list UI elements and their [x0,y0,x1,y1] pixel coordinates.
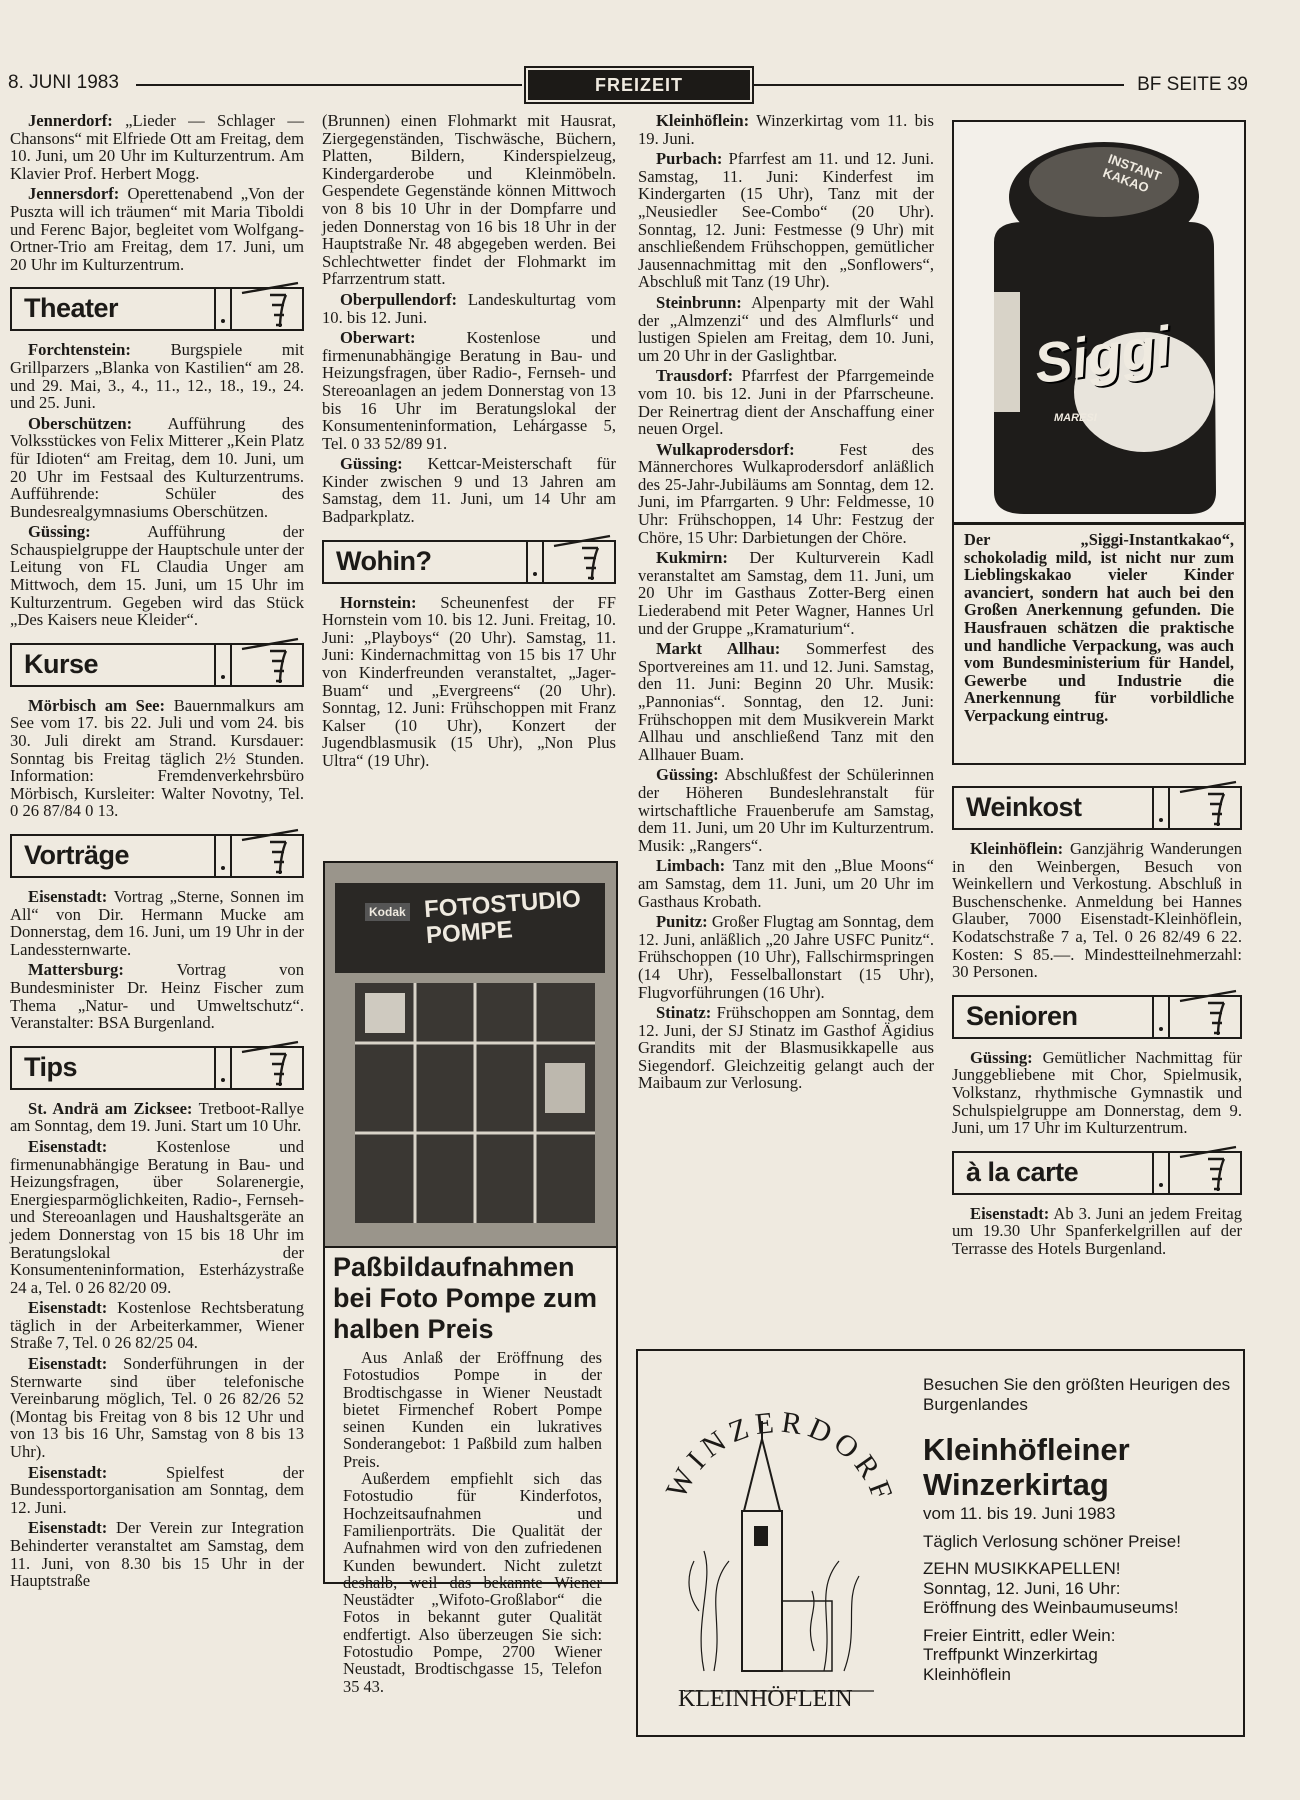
event-text: Sommerfest des Sportvereines am 11. und 12. Juni. Samstag, den 11. Juni: Beginn 20 Uhr. Musik: „Pannonias“. Sonntag, den 12. Juni: Frühschoppen mit dem Musikverein Markt Allhau und anschließend Tanz mit den Allhauer Buam. [638,639,934,764]
event-place: Güssing: [340,454,403,474]
fotostudio-photo [323,861,618,1248]
event-entry [638,294,934,364]
section-heading-box [952,995,1242,1039]
event-text: Gemütlicher Nachmittag für Junggebliebene mit Chor, Spielmusik, Volkstanz, rhythmische Gymnastik und Schulspielgruppe am Donnerstag, dem 9. Juni, um 17 Uhr im Kulturzentrum. [952,1047,1242,1138]
event-text: Abschlußfest der Schülerinnen der Höheren Bundeslehranstalt für wirtschaftliche Frauenberufe am Samstag, dem 11. Juni, um 20 Uhr im Kulturzentrum. Musik: „Rangers“. [638,765,934,855]
event-text: Vortrag „Sterne, Sonnen im All“ von Dir. Hermann Mucke am Donnerstag, dem 16. Juni, um 19 Uhr in der Landessternwarte. [10,887,304,959]
event-place: Eisenstadt: [28,1518,108,1538]
event-text: Ab 3. Juni an jedem Freitag um 19.30 Uhr Spanferkelgrillen auf der Terrasse des Hotels Burgenland. [952,1203,1242,1258]
ad-line: ZEHN MUSIKKAPELLEN! [923,1559,1121,1578]
event-entry [10,415,304,521]
section-heading: Theater [24,293,119,324]
event-place: Oberpullendorf: [340,289,458,309]
ad-line: Freier Eintritt, edler Wein: [923,1625,1116,1645]
event-text: (Brunnen) einen Flohmarkt mit Hausrat, Ziergegenständen, Tischwäsche, Büchern, Platten, Bildern, Kinderspielzeug, Kindergarderobe und Kleinmöbeln. Gespendete Gegenstände können Mittwoch von 8 bis 10 Uhr in der Dompfarre und jeden Donnerstag von 16 bis 18 Uhr in der Hauptstraße Nr. 48 abgegeben werden. Bei Schlechtwetter findet der Flohmarkt im Pfarrzentrum statt. [322,111,616,289]
column-3 [638,112,934,1095]
ad-line: Eröffnung des Weinbaumuseums! [923,1598,1179,1617]
event-text: Ganzjährig Wanderungen in den Weinbergen, Besuch von Weinkellern und Verkostung. Abschluß in Buschenschenke. Anmeldung bei Hannes Glauber, 7000 Eisenstadt-Kleinhöflein, Kodatschstraße 7 a, Tel. 0 26 82/49 6 22. Kosten: S 85.—. Mindestteilnehmerzahl: 30 Personen. [952,839,1242,982]
event-text: Aufführung der Schauspielgruppe der Hauptschule unter der Leitung von FL Claudia Unger am Mittwoch, dem 15. Juni, um 15 Uhr im Kulturzentrum. Gegeben wird das Stück „Des Kaisers neue Kleider“. [10,522,304,630]
event-place: Oberschützen: [28,413,133,433]
siggi-product-image [954,122,1244,525]
pompe-ad [323,1246,618,1696]
event-entry [10,112,304,182]
event-place: Eisenstadt: [28,1136,108,1156]
event-text: Tanz mit den „Blue Moons“ am Samstag, dem 11. Juni, um 20 Uhr im Gasthaus Krobath. [638,856,934,911]
event-entry [638,766,934,854]
event-text: Bauernmalkurs am See vom 17. bis 22. Juli und vom 24. bis 30. Juli direkt am Strand. Kursdauer: Sonntag bis Freitag täglich 2½ Stunden. Information: Fremdenverkehrsbüro Mörbisch, Kursleiter: Walter Novotny, Tel. 0 26 87/84 0 13. [10,695,304,821]
pointing-hand-icon [1170,788,1240,828]
column-2 [322,112,616,773]
maresi-label: MARESI [1054,412,1097,424]
event-entry [10,697,304,820]
event-text: Kettcar-Meisterschaft für Kinder zwischen 9 und 13 Jahren am Samstag, dem 11. Juni, um 14 Uhr am Badparkplatz. [322,454,616,527]
issue-date: 8. JUNI 1983 [8,72,119,93]
event-text: Sonderführungen in der Sternwarte sind über telefonische Vereinbarung möglich, Tel. 0 26 82/26 52 (Montag bis Freitag von 8 bis 12 Uhr und von 13 bis 16 Uhr, Samstag von 8 bis 13 Uhr). [10,1354,304,1462]
event-place: St. Andrä am Zicksee: [28,1098,193,1118]
section-heading-box [10,287,304,331]
event-entry [10,523,304,629]
event-entry [952,1049,1242,1137]
header-rule [136,84,522,86]
event-entry [322,112,616,288]
section-heading-box [10,834,304,878]
event-text: Kostenlose und firmenunabhängige Beratung in Bau- und Heizungsfragen, über Radio-, Fernseh- und Stereoanlagen an jedem Donnerstag von 13 bis 16 Uhr im Beratungslokal der Konsumenteninformation, Lehárgasse 5, Tel. 0 33 52/89 91. [322,328,616,453]
event-text: Der Kulturverein Kadl veranstaltet am Samstag, dem 11. Juni, um 20 Uhr im Gasthaus Zotter-Berg einen Liederabend mit Peter Wagner, Hannes Url und der Gruppe „Kramaturium“. [638,548,934,638]
ad-line: Kleinhöflein [923,1664,1011,1684]
section-heading: Kurse [24,648,99,679]
event-text: Winzerkirtag vom 11. bis 19. Juni. [638,111,934,148]
divider-dot [214,836,232,876]
pompe-ad-title: Paßbildaufnahmen bei Foto Pompe zum halben Preis [333,1252,598,1344]
event-entry [638,112,934,147]
pointing-hand-icon [544,542,614,582]
event-text: Großer Flugtag am Sonntag, dem 12. Juni, anläßlich „20 Jahre USFC Punitz“. Frühschoppen (10 Uhr), Fallschirmspringen (14 Uhr), Fesselballonstart (15 Uhr), Flugvorführungen (16 Uhr). [638,912,934,1002]
event-place: Eisenstadt: [970,1203,1050,1223]
event-text: Burgspiele mit Grillparzers „Blanka von Kastilien“ am 28. und 29. Mai, 3., 4., 11., 12., 18., 19., 24. und 25. Juni. [10,340,304,413]
event-text: Alpenparty mit der Wahl der „Almzenzi“ und des Almflurls“ und lustigen Spielen am Freitag, dem 10. Juni, um 20 Uhr in der Gaslightbar. [638,292,935,365]
event-place: Eisenstadt: [28,1462,108,1482]
pompe-ad-paragraph: Aus Anlaß der Eröffnung des Fotostudios Pompe in der Brodtischgasse in Wiener Neustadt bietet Firmenchef Robert Pompe seinen Kunden ein lukratives Sonderangebot: 1 Paßbild zum halben Preis. [343,1348,602,1471]
event-text: Spielfest der Bundessportorganisation am Sonntag, dem 12. Juni. [10,1462,304,1517]
event-place: Kleinhöflein: [656,111,750,130]
divider-dot [1152,788,1170,828]
event-text: Tretboot-Rallye am Sonntag, dem 19. Juni. Start um 10 Uhr. [10,1098,304,1136]
event-text: Fest des Männerchores Wulkaprodersdorf anläßlich des 25-Jahr-Jubiläums am Sonntag, dem 12. Juni, im Pfarrgarten. 9 Uhr: Feldmesse, 10 Uhr: Frühschoppen, 14 Uhr: Festzug der Chöre, 15 Uhr: Darbietungen der Chöre. [638,439,934,547]
divider-dot [1152,997,1170,1037]
section-heading-box [952,1151,1242,1195]
event-entry [638,549,934,637]
event-place: Oberwart: [340,328,416,348]
event-text: Aufführung des Volksstückes von Felix Mitterer „Kein Platz für Idioten“ am Freitag, dem 10. Juni, um 20 Uhr im Festsaal des Kulturzentrums. Aufführende: Schüler des Bundesrealgymnasiums Oberschützen. [10,413,304,521]
ad-line: Treffpunkt Winzerkirtag [923,1645,1098,1664]
event-entry [10,1299,304,1352]
pompe-ad-paragraph: Außerdem empfiehlt sich das Fotostudio für Kinderfotos, Hochzeitsaufnahmen und Familienporträts. Die Qualität der Aufnahmen wird von den zufriedenen Kunden bewundert. Nicht zuletzt deshalb, weil das bekannte Wiener Neustädter „Wifoto-Großlabor“ die Fotos in bekannt guter Qualität endfertigt. Also überzeugen Sie sich: Fotostudio Pompe, 2700 Wiener Neustadt, Brodtischgasse 15, Telefon 35 43. [343,1469,602,1696]
event-place: Stinatz: [656,1003,712,1023]
event-entry [10,185,304,273]
event-entry [638,913,934,1001]
section-heading-box [10,643,304,687]
event-place: Trausdorf: [656,366,734,386]
event-place: Limbach: [656,856,726,876]
section-label: FREIZEIT [528,70,750,100]
pointing-hand-icon [232,645,302,685]
page-header [8,70,1248,100]
event-entry [10,341,304,411]
event-text: Kostenlose und firmenunabhängige Beratung in Bau- und Heizungsfragen, über Solarenergie, Energiesparmöglichkeiten, Radio-, Fernseh- und Stereoanlagen und Haushaltsgeräte an jedem Donnerstag von 15 bis 18 Uhr im Beratungslokal der Konsumenteninformation, Esterházystraße 24 a, Tel. 0 26 82/20 09. [10,1136,304,1297]
event-place: Punitz: [656,912,708,932]
kodak-logo: Kodak [365,903,410,921]
siggi-caption: Der „Siggi-Instantkakao“, schokoladig mild, ist nicht nur zum Lieblingskakao vieler Kinder avanciert, sondern hat auch bei den Großen Anerkennung gefunden. Die Hausfrauen schätzen die praktische und handliche Verpackung, was auch vom Bundesministerium für Handel, Gewerbe und Industrie die Anerkennung für vorbildliche Verpackung eintrug. [964,530,1234,725]
ad-dates: vom 11. bis 19. Juni 1983 [923,1504,1116,1523]
event-text: Pfarrfest der Pfarrgemeinde vom 10. bis 12. Juni in der Pfarrscheune. Der Reinertrag dient der Anschaffung einer neuen Orgel. [638,366,934,439]
divider-dot [1152,1153,1170,1193]
event-place: Kleinhöflein: [970,839,1064,858]
event-place: Eisenstadt: [28,887,108,906]
event-entry [322,291,616,326]
pointing-hand-icon [232,289,302,329]
pointing-hand-icon [232,836,302,876]
ad-line: Sonntag, 12. Juni, 16 Uhr: [923,1578,1121,1598]
event-entry [10,1464,304,1517]
ad-title: Kleinhöfleiner Winzerkirtag [923,1432,1130,1502]
event-entry [952,1205,1242,1258]
event-place: Güssing: [970,1047,1033,1067]
event-entry [638,150,934,291]
event-place: Purbach: [656,149,723,169]
column-4 [952,772,1242,1261]
divider-dot [214,645,232,685]
siggi-ad [952,120,1246,765]
event-entry [10,888,304,958]
section-heading-box [322,540,616,584]
event-place: Wulkaprodersdorf: [656,439,795,459]
section-heading: Wohin? [336,545,432,576]
event-entry [10,1100,304,1135]
event-place: Güssing: [656,765,719,785]
event-text: Der Verein zur Integration Behinderter veranstaltet am Samstag, dem 11. Juni, von 8.30 bis 15 Uhr in der Hauptstraße [10,1518,304,1591]
section-heading: à la carte [966,1156,1079,1187]
event-entry [10,1138,304,1296]
event-text: „Lieder — Schlager — Chansons“ mit Elfriede Ott am Freitag, dem 10. Juni, um 20 Uhr im Kulturzentrum. Am Klavier Prof. Herbert Mogg. [10,111,304,183]
event-entry [638,640,934,763]
event-entry [322,455,616,525]
event-entry [322,594,616,770]
event-place: Steinbrunn: [656,292,742,312]
event-text: Landeskulturtag vom 10. bis 12. Juni. [322,289,616,327]
divider-dot [526,542,544,582]
logo-place: KLEINHÖFLEIN [678,1686,853,1712]
event-entry [322,329,616,452]
event-place: Kukmirn: [656,548,728,568]
winzerkirtag-ad [636,1349,1245,1737]
event-place: Markt Allhau: [656,639,781,659]
divider-dot [214,289,232,329]
instant-kakao-label: INSTANT KAKAO [1100,150,1164,196]
event-place: Güssing: [28,522,91,542]
header-rule [754,84,1124,86]
svg-text:WINZERDORF [660,1406,901,1510]
event-place: Jennersdorf: [28,184,120,204]
pointing-hand-icon [232,1048,302,1088]
ad-line: Täglich Verlosung schöner Preise! [923,1531,1181,1551]
divider-dot [214,1048,232,1088]
event-place: Hornstein: [340,592,417,612]
event-place: Mörbisch am See: [28,695,166,715]
event-text: Pfarrfest am 11. und 12. Juni. Samstag, 11. Juni: Kinderfest im Kindergarten (15 Uhr), Tanz mit der „Neusiedler See-Combo“ (20 Uhr). Sonntag, 12. Juni: Festmesse (9 Uhr) mit anschließendem Frühschoppen, gemütlicher Jausennachmittag mit den „Sonflowers“, Abschluß mit Tanz (19 Uhr). [638,149,934,292]
event-place: Forchtenstein: [28,340,131,360]
page-number: BF SEITE 39 [1137,74,1248,95]
section-heading: Vorträge [24,840,130,870]
section-heading: Weinkost [966,792,1082,822]
event-entry [10,1355,304,1461]
event-text: Scheunenfest der FF Hornstein vom 10. bis 12. Juni. Freitag, 10. Juni: „Playboys“ (20 Uhr). Samstag, 11. Juni: Kindernachmittag von 15 bis 17 Uhr von Kinderfreunden veranstaltet, „Jager-Buam“ und „Evergreens“ (20 Uhr). Sonntag, 12. Juni: Frühschoppen mit Franz Kalser (10 Uhr), Konzert der Jugendblasmusik (15 Uhr), „Non Plus Ultra“ (19 Uhr). [322,592,616,770]
column-1 [10,112,304,1593]
siggi-brand-logo: Siggi [1030,313,1175,396]
section-heading: Senioren [966,1000,1078,1031]
event-entry [638,441,934,547]
event-entry [10,1519,304,1589]
logo-arc-text: WINZERDORF [659,1405,901,1510]
section-heading-box [952,786,1242,830]
pointing-hand-icon [1170,1153,1240,1193]
event-text: Frühschoppen am Sonntag, dem 12. Juni, der SJ Stinatz im Gasthof Ägidius Grandits mit der Blasmusikkapelle aus Siegendorf. Gleichzeitig gelangt auch der Maibaum zur Verlosung. [638,1003,934,1093]
event-entry [638,1004,934,1092]
event-entry [10,961,304,1031]
pointing-hand-icon [1170,997,1240,1037]
church-logo-icon [644,1351,914,1731]
ad-intro: Besuchen Sie den größten Heurigen des Burgenlandes [923,1375,1231,1414]
section-heading-box [10,1046,304,1090]
event-place: Mattersburg: [28,960,124,980]
event-text: Operettenabend „Von der Puszta will ich träumen“ mit Maria Tiboldi und Ferenc Bajor, begleitet vom Wolfgang-Ortner-Trio am Freitag, dem 17. Juni, um 20 Uhr im Kulturzentrum. [10,184,305,274]
section-heading: Tips [24,1051,78,1082]
event-text: Kostenlose Rechtsberatung täglich in der Arbeiterkammer, Wiener Straße 7, Tel. 0 26 82/25 04. [10,1298,304,1353]
event-entry [638,367,934,437]
event-text: Vortrag von Bundesminister Dr. Heinz Fischer zum Thema „Natur- und Umweltschutz“. Veranstalter: BSA Burgenland. [10,960,304,1033]
event-entry [638,857,934,910]
event-place: Eisenstadt: [28,1298,108,1318]
event-place: Jennerdorf: [28,111,113,130]
event-place: Eisenstadt: [28,1354,108,1374]
event-entry [952,840,1242,981]
shop-sign: FOTOSTUDIO POMPE [423,885,582,950]
